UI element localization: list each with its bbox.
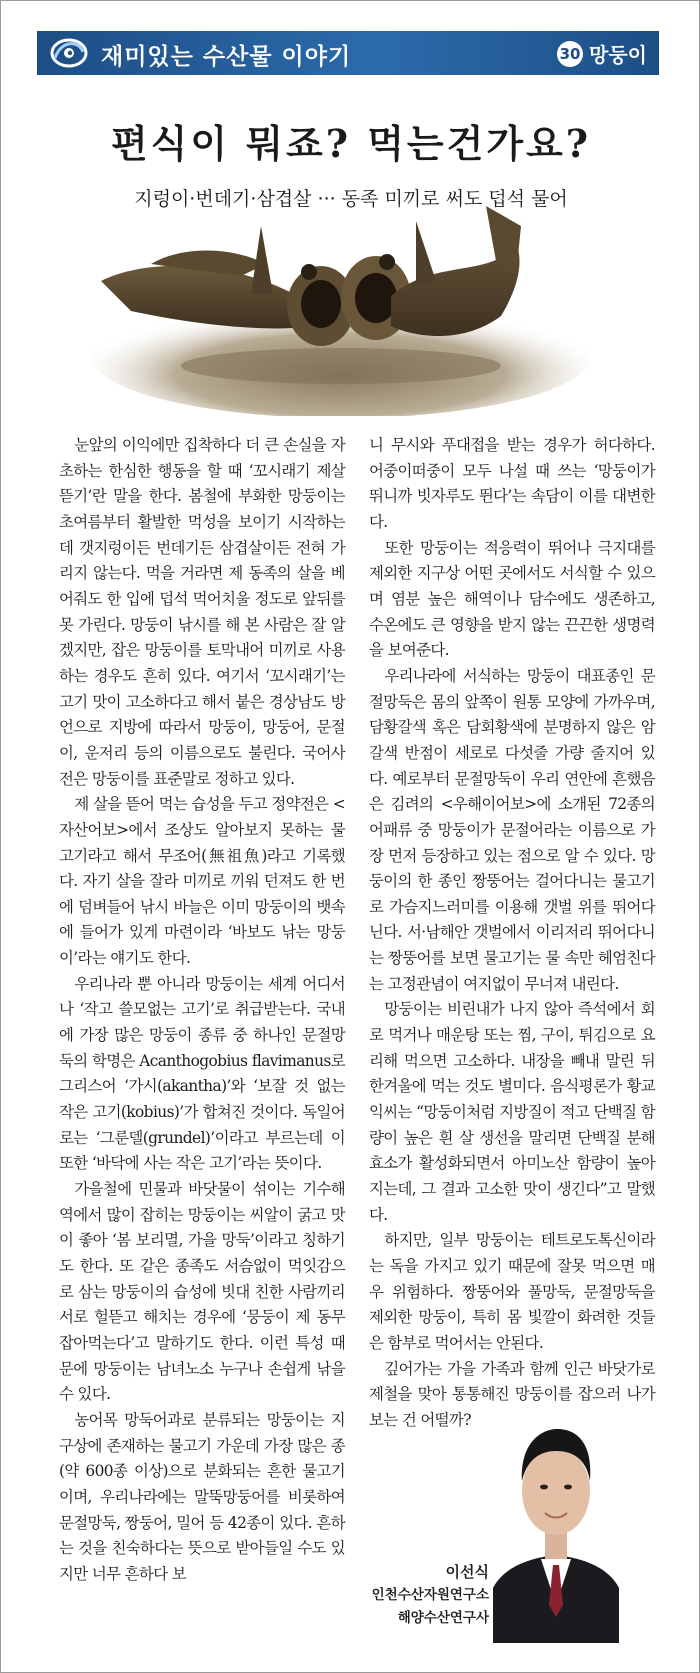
article-paragraph: 하지만, 일부 망둥이는 테트로도톡신이라는 독을 가지고 있기 때문에 잘못 먹으면 매우 위험하다. 짱뚱어와 풀망둑, 문절망둑을 제외한 망둥이, 특히 몸 빛깔이 화려한 것들은 함부로 먹어서는 안된다. — [369, 1231, 655, 1352]
article-paragraph: 우리나라 뿐 아니라 망둥이는 세계 어디서나 ‘작고 쓸모없는 고기’로 취급받는다. 국내에 가장 많은 망둥이 종류 중 하나인 문절망둑의 학명은 Acanthogobius flavimanus로 그리스어 ‘가시(akantha)’와 ‘보잘 것 없는 작은 고기(kobius)’가 합쳐진 것이다. 독일어로는 ‘그룬델(grundel)’이라고 부르는데 이 또한 ‘바닥에 사는 작은 고기’라는 뜻이다. — [59, 974, 345, 1173]
mudskipper-photo-icon — [91, 206, 591, 416]
article-paragraph: 우리나라에 서식하는 망둥이 대표종인 문절망둑은 몸의 앞쪽이 원통 모양에 가까우며, 담황갈색 혹은 담회황색에 분명하지 않은 암갈색 반점이 세로로 다섯줄 가량 줄지어 있다. 예로부터 문절망둑이 우리 연안에 흔했음은 김려의 <우해이어보>에 소개된 72종의 어패류 중 망둥이가 문절어라는 이름으로 가장 먼저 등장하고 있는 점으로 알 수 있다. 망둥이의 한 종인 짱뚱어는 걸어다니는 물고기로 가슴지느러미를 이용해 갯벌 위를 뛰어다닌다. 서·남해안 갯벌에서 이리저리 뛰어다니는 짱뚱어를 보면 물고기는 물 속만 헤엄친다는 고정관념이 여지없이 무너져 내린다. — [369, 666, 655, 993]
article-paragraph: 농어목 망둑어과로 분류되는 망둥이는 지구상에 존재하는 물고기 가운데 가장 많은 종(약 600종 이상)으로 분화되는 흔한 물고기이며, 우리나라에는 말뚝망둥어를 비롯하여 문절망둑, 짱둥어, 밀어 등 42종이 있다. 흔하는 것을 친숙하다는 뜻으로 받아들일 수도 있지만 너무 흔하다 보 — [59, 1410, 345, 1583]
author-name: 이선식 — [445, 1563, 489, 1581]
headline: 편식이 뭐죠? 먹는건가요? — [110, 121, 592, 166]
author-affiliation: 인천수산자원연구소 — [371, 1587, 489, 1603]
author-byline — [351, 1561, 489, 1630]
author-title: 해양수산연구사 — [397, 1610, 489, 1626]
article-paragraph: 눈앞의 이익에만 집착하다 더 큰 손실을 자초하는 한심한 행동을 할 때 ‘꼬시래기 제살 뜯기’란 말을 한다. 봄철에 부화한 망둥이는 초여름부터 활발한 먹성을 보이기 시작하는데 갯지렁이든 번데기든 삼겹살이든 전혀 가리지 않는다. 먹을 거라면 제 동족의 살을 베어줘도 한 입에 덥석 먹어치울 정도로 앞뒤를 못 가린다. 망둥이 낚시를 해 본 사람은 잘 알겠지만, 잡은 망둥이를 토막내어 미끼로 사용하는 경우도 흔히 있다. 여기서 ‘꼬시래기’는 고기 맛이 고소하다고 해서 붙은 경상남도 방언으로 지방에 따라서 망둥이, 망둥어, 문절이, 운저리 등의 이름으로도 불린다. 국어사전은 망둥이를 표준말로 정하고 있다. — [59, 436, 345, 788]
article-column-right — [369, 433, 655, 1434]
article-paragraph: 가을철에 민물과 바닷물이 섞이는 기수해역에서 많이 잡히는 망둥이는 씨알이 굵고 맛이 좋아 ‘봄 보리멸, 가을 망둑’이라고 칭하기도 한다. 또 같은 종족도 서슴없이 먹잇감으로 삼는 망둥이의 습성에 빗대 친한 사람끼리 서로 헐뜯고 해치는 경우에 ‘뭉둥이 제 동무 잡아먹는다’고 말하기도 한다. 이런 특성 때문에 망둥이는 남녀노소 누구나 손쉽게 낚을 수 있다. — [59, 1180, 345, 1404]
article-paragraph: 깊어가는 가을 가족과 함께 인근 바닷가로 제철을 맞아 통통해진 망둥이를 잡으러 나가보는 건 어떨까? — [369, 1359, 655, 1429]
series-title: 재미있는 수산물 이야기 — [101, 44, 352, 70]
series-banner — [37, 31, 659, 75]
author-portrait-icon — [493, 1373, 619, 1643]
article-paragraph: 제 살을 뜯어 먹는 습성을 두고 정약전은 <자산어보>에서 조상도 알아보지 못하는 물고기라고 해서 무조어(無祖魚)라고 기록했다. 자기 살을 잘라 미끼로 끼워 던져도 한 번에 덤벼들어 낚시 바늘은 이미 망둥이의 뱃속에 들어가 있게 마련이라 ‘바보도 낚는 망둥이’라는 얘기도 한다. — [59, 795, 346, 968]
article-paragraph: 망둥이는 비린내가 나지 않아 즉석에서 회로 먹거나 매운탕 또는 찜, 구이, 튀김으로 요리해 먹으면 고소하다. 내장을 빼내 말린 뒤 한겨울에 먹는 것도 별미다. 음식평론가 황교익씨는 “망둥이처럼 지방질이 적고 단백질 함량이 높은 흰 살 생선을 말리면 단백질 분해효소가 활성화되면서 아미노산 함량이 높아지는데, 그 결과 고소한 맛이 생긴다”고 말했다. — [369, 1000, 655, 1224]
episode-number-badge: 30 — [557, 41, 583, 67]
article-paragraph: 니 무시와 푸대접을 받는 경우가 허다하다. 어중이떠중이 모두 나설 때 쓰는 ‘망둥이가 뛰니까 빗자루도 뛴다’는 속담이 이를 대변한다. — [369, 436, 655, 531]
swirl-eye-logo-icon — [49, 36, 89, 70]
episode-label — [557, 39, 647, 68]
article-paragraph: 또한 망둥이는 적응력이 뛰어나 극지대를 제외한 지구상 어떤 곳에서도 서식할 수 있으며 염분 높은 해역이나 담수에도 생존하고, 수온에도 큰 영향을 받지 않는 끈끈한 생명력을 보여준다. — [369, 538, 655, 660]
subheadline: 지렁이·번데기·삼겹살 ··· 동족 미끼로 써도 덥석 물어 — [134, 188, 568, 210]
article-column-left — [59, 433, 345, 1588]
episode-name: 망둥이 — [589, 43, 647, 67]
